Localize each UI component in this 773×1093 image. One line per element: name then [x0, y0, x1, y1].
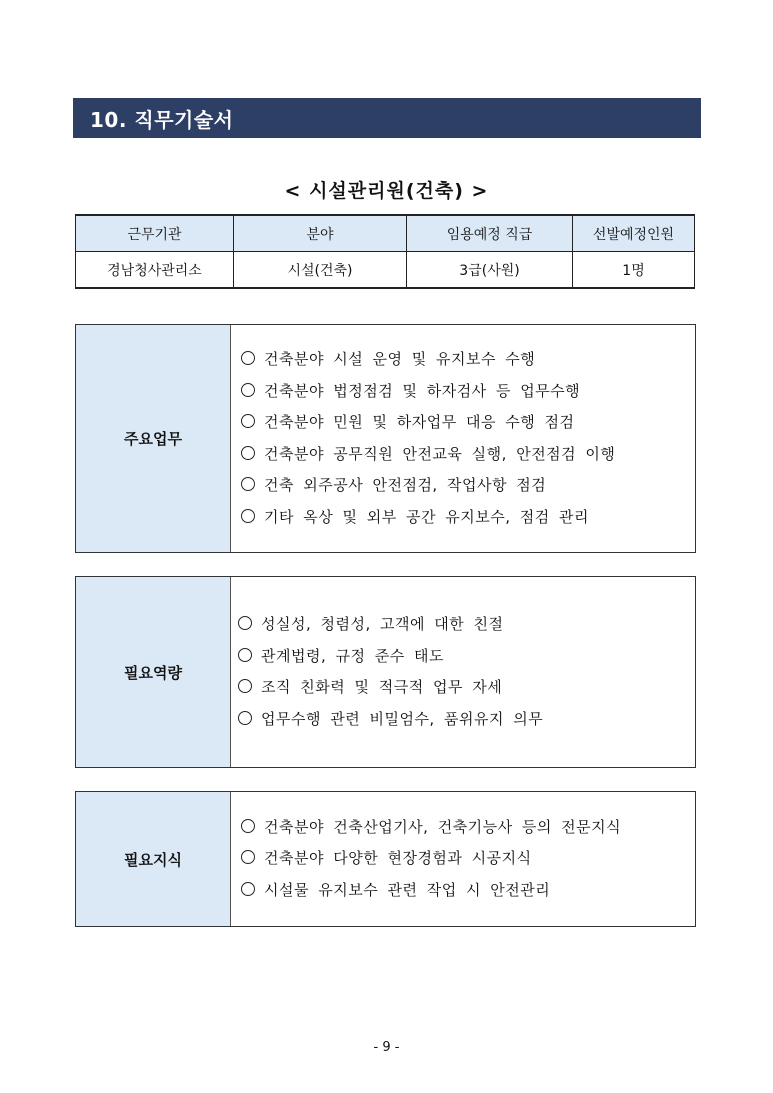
header-cell-grade: 임용예정 직급 — [407, 215, 573, 252]
competencies-box — [75, 576, 696, 768]
cell-agency: 경남청사관리소 — [76, 252, 234, 289]
knowledge-label: 필요지식 — [76, 792, 231, 926]
list-item: 건축분야 건축산업기사, 건축기능사 등의 전문지식 — [241, 812, 695, 844]
list-item: 건축분야 시설 운영 및 유지보수 수행 — [241, 344, 695, 376]
knowledge-box — [75, 791, 696, 927]
circle-bullet-icon — [241, 446, 255, 460]
competencies-list — [231, 577, 695, 767]
job-info-table — [75, 214, 695, 289]
circle-bullet-icon — [241, 414, 255, 428]
circle-bullet-icon — [238, 711, 252, 725]
table-header-row — [76, 215, 695, 252]
list-item: 조직 친화력 및 적극적 업무 자세 — [238, 672, 695, 704]
circle-bullet-icon — [241, 509, 255, 523]
duties-box — [75, 324, 696, 553]
page-number: - 9 - — [373, 1040, 400, 1055]
circle-bullet-icon — [241, 351, 255, 365]
list-item: 기타 옥상 및 외부 공간 유지보수, 점검 관리 — [241, 502, 695, 534]
circle-bullet-icon — [238, 616, 252, 630]
list-item: 시설물 유지보수 관련 작업 시 안전관리 — [241, 875, 695, 907]
list-item: 건축분야 민원 및 하자업무 대응 수행 점검 — [241, 407, 695, 439]
section-header-bar — [73, 98, 701, 138]
circle-bullet-icon — [241, 850, 255, 864]
circle-bullet-icon — [241, 383, 255, 397]
job-title: < 시설관리원(건축) > — [284, 180, 489, 202]
cell-grade: 3급(사원) — [407, 252, 573, 289]
circle-bullet-icon — [238, 648, 252, 662]
list-item: 성실성, 청렴성, 고객에 대한 친절 — [238, 609, 695, 641]
circle-bullet-icon — [238, 679, 252, 693]
duties-list — [231, 325, 695, 552]
cell-field: 시설(건축) — [234, 252, 407, 289]
header-cell-headcount: 선발예정인원 — [573, 215, 695, 252]
header-cell-agency: 근무기관 — [76, 215, 234, 252]
circle-bullet-icon — [241, 882, 255, 896]
knowledge-list — [231, 792, 695, 926]
competencies-label: 필요역량 — [76, 577, 231, 767]
section-title: 10. 직무기술서 — [90, 107, 234, 132]
circle-bullet-icon — [241, 819, 255, 833]
list-item: 건축분야 법정점검 및 하자검사 등 업무수행 — [241, 376, 695, 408]
list-item: 업무수행 관련 비밀엄수, 품위유지 의무 — [238, 704, 695, 736]
list-item: 건축 외주공사 안전점검, 작업사항 점검 — [241, 470, 695, 502]
circle-bullet-icon — [241, 477, 255, 491]
duties-label: 주요업무 — [76, 325, 231, 552]
header-cell-field: 분야 — [234, 215, 407, 252]
table-row — [76, 252, 695, 289]
cell-headcount: 1명 — [573, 252, 695, 289]
list-item: 건축분야 다양한 현장경험과 시공지식 — [241, 843, 695, 875]
list-item: 건축분야 공무직원 안전교육 실행, 안전점검 이행 — [241, 439, 695, 471]
list-item: 관계법령, 규정 준수 태도 — [238, 641, 695, 673]
